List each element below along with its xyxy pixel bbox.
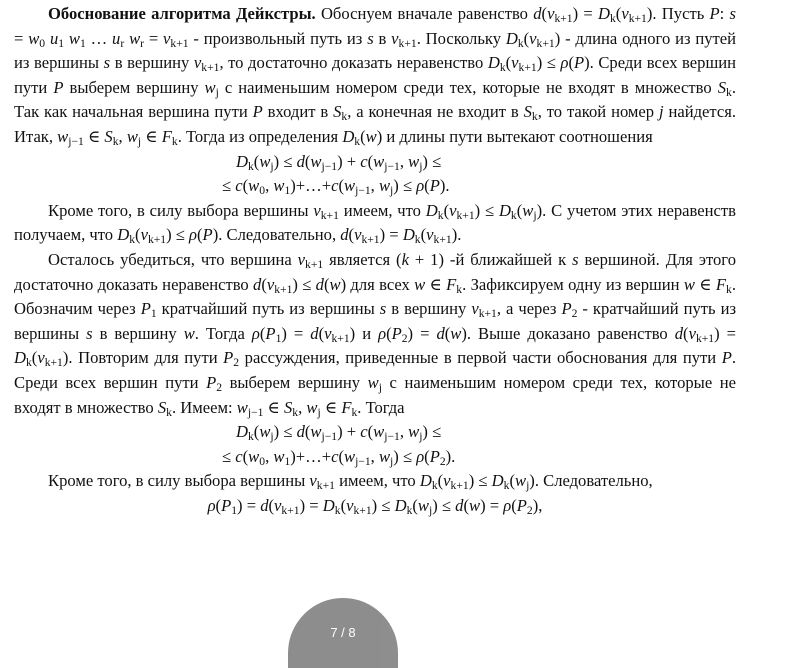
- formula-line: $D_k(w_j) \le d(w_{j-1}) + c(w_{j-1}$, $w_j$) ≤: [236, 422, 442, 444]
- paragraph-text: Обоснуем вначале равенство $d(v_{k+1}) = D_k(v_{k+1})$. Пусть P: $s = w_0$ $u_1$ $w_1$ … $u_r$ $w_r = v_{k+1}$ - произвольный путь из s в $v_{k+1}$. Поскольку $D_k(v_{k+1})$ - длина одного из путей из вершины s в вершину $v_{k+1}$, то достаточно доказать неравенство $D_k(v_{k+1}) \le \rho(P)$. Среди всех вершин пути P выберем вершину $w_j$ с наименьшим номером среди тех, которые не входят в множество $S_k$. Так как начальная вершина пути P входит в $S_k$, а конечная не входит в $S_k$, то такой номер j найдется. Итак, $w_{j-1}$ ∈ $S_k$, $w_j$ ∈ $F_k$. Тогда из определения $D_k(w)$ и длины пути вытекают соотношения: [14, 4, 737, 148]
- document-page: [14, 2, 736, 518]
- paragraph-text: Осталось убедиться, что вершина $v_{k+1}$ является (k + 1) -й ближайшей к s вершиной. Для этого достаточно доказать неравенство $d(v_{k+1}) \le d(w)$ для всех w ∈ $F_k$. Зафиксируем одну из вершин w ∈ $F_k$. Обозначим через $P_1$ кратчайший путь из вершины s в вершину $v_{k+1}$, а через $P_2$ - кратчайший путь из вершины s в вершину w. Тогда $\rho(P_1) = d(v_{k+1})$ и $\rho(P_2) = d(w)$. Выше доказано равенство $d(v_{k+1}) = D_k(v_{k+1})$. Повторим для пути $P_2$ рассуждения, приведенные в первой части обоснования для пути P. Среди всех вершин пути $P_2$ выберем вершину $w_j$ с наименьшим номером среди тех, которые не входят в множество $S_k$. Имеем: $w_{j-1}$ ∈ $S_k$, $w_j$ ∈ $F_k$. Тогда: [14, 249, 737, 419]
- section-heading: Обоснование алгоритма Дейкстры.: [48, 4, 316, 23]
- formula-line: $\rho(P_1) = d(v_{k+1}) = D_k(v_{k+1}) \le D_k(w_j) \le d(w) = \rho(P_2)$,: [207, 495, 543, 517]
- formula-line: ≤ $c(w_0$, $w_1)+\dots+c(w_{j-1}$, $w_j) \le \rho(P_2)$.: [222, 446, 456, 468]
- formula-line: ≤ $c(w_0$, $w_1)+\dots+c(w_{j-1}$, $w_j) \le \rho(P)$.: [222, 176, 450, 198]
- formula-line: $D_k(w_j) \le d(w_{j-1}) + c(w_{j-1}$, $w_j$) ≤: [236, 151, 442, 173]
- page-indicator[interactable]: 7 / 8: [288, 598, 398, 668]
- paragraph-text: Кроме того, в силу выбора вершины $v_{k+1}$ имеем, что $D_k(v_{k+1}) \le D_k(w_j)$. Следовательно,: [48, 471, 653, 493]
- paragraph-justification: [14, 2, 736, 150]
- paragraph-text: Кроме того, в силу выбора вершины $v_{k+1}$ имеем, что $D_k(v_{k+1}) \le D_k(w_j)$. С учетом этих неравенств получаем, что $D_k(v_{k+1}) \le \rho(P)$. Следовательно, $d(v_{k+1}) = D_k(v_{k+1})$.: [14, 200, 736, 247]
